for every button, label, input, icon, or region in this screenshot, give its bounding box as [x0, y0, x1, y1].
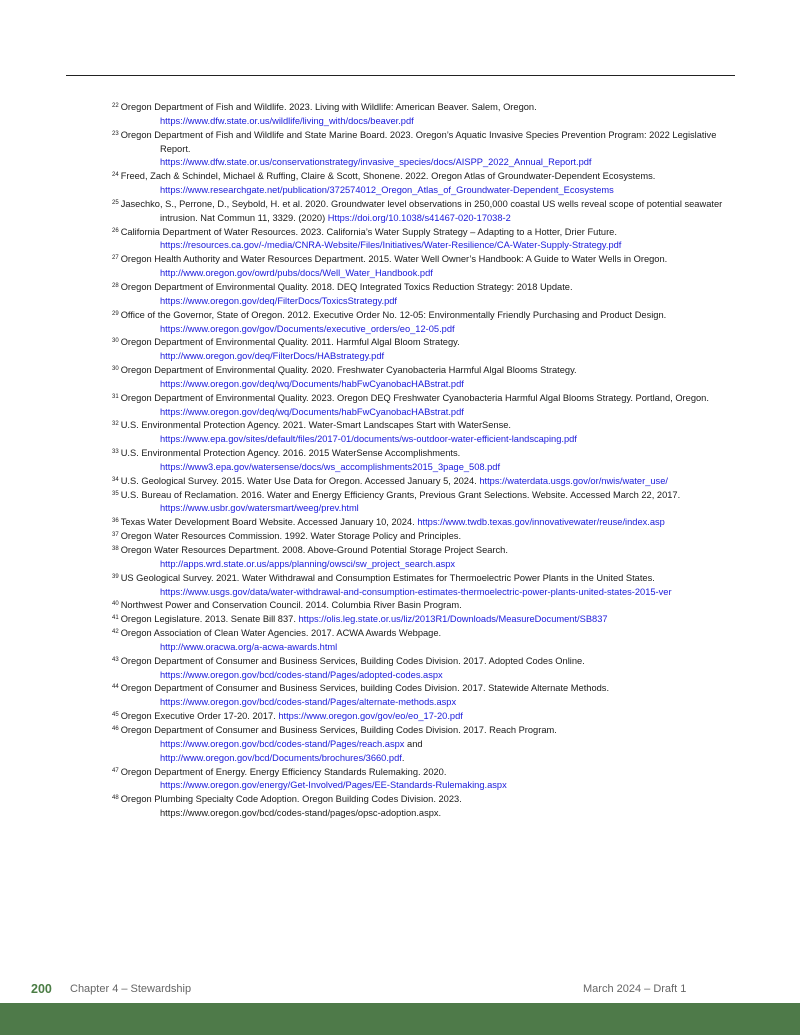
- endnote-number: 42: [112, 629, 119, 636]
- endnote-text: U.S. Geological Survey. 2015. Water Use Data for Oregon. Accessed January 5, 2024.: [120, 475, 477, 486]
- endnote-number: 47: [112, 767, 119, 774]
- endnote-number: 38: [112, 546, 119, 552]
- endnote-47: [112, 766, 737, 794]
- endnote-link[interactable]: https://waterdata.usgs.gov/or/nwis/water_use/: [479, 475, 668, 486]
- endnote-link[interactable]: https://www.oregon.gov/bcd/codes-stand/Pages/alternate-methods.aspx: [160, 697, 457, 708]
- endnotes-list: [112, 101, 737, 821]
- endnote-number: 27: [112, 255, 119, 262]
- endnote-number: 35: [112, 490, 119, 497]
- endnote-text: Oregon Department of Environmental Quality. 2023. Oregon DEQ Freshwater Cyanobacteria Harmful Algal Blooms Strategy. Portland, Oregon.: [120, 392, 709, 403]
- endnote-text: U.S. Environmental Protection Agency. 2016. 2015 WaterSense Accomplishments.: [120, 448, 461, 459]
- endnote-number: 37: [112, 532, 119, 539]
- endnote-41: [112, 613, 737, 627]
- endnote-number: 46: [112, 725, 119, 732]
- endnote-link[interactable]: https://www.oregon.gov/energy/Get-Involved/Pages/EE-Standards-Rulemaking.aspx: [160, 780, 507, 791]
- endnote-suffix: and: [404, 738, 423, 749]
- endnote-25: [112, 198, 737, 226]
- endnote-text: Oregon Department of Environmental Quality. 2018. DEQ Integrated Toxics Reduction Strategy: 2018 Update.: [120, 281, 573, 292]
- endnote-text: Oregon Executive Order 17-20. 2017.: [120, 711, 276, 722]
- endnote-link[interactable]: https://www.dfw.state.or.us/conservationstrategy/invasive_species/docs/AISPP_2022_Annual_Report.pdf: [160, 157, 592, 168]
- endnote-text: Oregon Department of Fish and Wildlife and State Marine Board. 2023. Oregon’s Aquatic Invasive Species Prevention Program: 2022 Legislative Report.: [120, 129, 717, 154]
- endnote-number: 30: [112, 338, 119, 345]
- endnote-number: 36: [112, 518, 119, 525]
- endnote-link[interactable]: http://www.oregon.gov/deq/FilterDocs/HABstrategy.pdf: [160, 351, 385, 362]
- endnote-link[interactable]: https://resources.ca.gov/-/media/CNRA-Website/Files/Initiatives/Water-Resilience/CA-Water-Supply-Strategy.pdf: [160, 240, 622, 251]
- endnote-number: 29: [112, 310, 119, 317]
- endnote-suffix-secondary: .: [401, 752, 405, 763]
- endnote-link[interactable]: Https://doi.org/10.1038/s41467-020-17038-2: [327, 212, 511, 223]
- endnote-30: [112, 364, 737, 392]
- endnote-number: 24: [112, 172, 119, 179]
- page-number: 200: [31, 982, 52, 996]
- endnote-plain-url: https://www.oregon.gov/bcd/codes-stand/pages/opsc-adoption.aspx.: [160, 808, 442, 819]
- endnote-33: [112, 447, 737, 475]
- endnote-42: [112, 627, 737, 655]
- endnote-link[interactable]: https://www.usbr.gov/watersmart/weeg/prev.html: [160, 503, 359, 514]
- endnote-number: 44: [112, 684, 119, 691]
- endnote-text: Oregon Water Resources Commission. 1992. Water Storage Policy and Principles.: [120, 531, 462, 542]
- endnote-text: Oregon Department of Consumer and Business Services, building Codes Division. 2017. Statewide Alternate Methods.: [120, 683, 610, 694]
- endnote-link[interactable]: https://www.oregon.gov/deq/wq/Documents/habFwCyanobacHABstrat.pdf: [160, 406, 464, 417]
- endnote-text: Oregon Department of Environmental Quality. 2011. Harmful Algal Bloom Strategy.: [120, 337, 460, 348]
- endnote-23: [112, 129, 737, 171]
- endnote-number: 31: [112, 393, 119, 400]
- endnote-link[interactable]: https://www.researchgate.net/publication/372574012_Oregon_Atlas_of_Groundwater-Dependent_Ecosystems: [160, 185, 614, 196]
- endnote-number: 48: [112, 795, 119, 802]
- endnote-text: U.S. Bureau of Reclamation. 2016. Water and Energy Efficiency Grants, Previous Grant Selections. Website. Accessed March 22, 2017.: [120, 489, 681, 500]
- endnote-text: Oregon Health Authority and Water Resources Department. 2015. Water Well Owner’s Handbook: A Guide to Water Wells in Oregon.: [120, 254, 668, 265]
- endnote-text: Jasechko, S., Perrone, D., Seybold, H. et al. 2020. Groundwater level observations in 250,000 coastal US wells reveal scope of potential seawater intrusion. Nat Commun 11, 3329. (2020): [120, 198, 723, 223]
- endnote-link[interactable]: https://www.twdb.texas.gov/innovativewater/reuse/index.asp: [417, 517, 665, 528]
- endnote-46: [112, 724, 737, 766]
- endnote-number: 22: [112, 103, 119, 109]
- endnote-link[interactable]: http://www.oregon.gov/owrd/pubs/docs/Well_Water_Handbook.pdf: [160, 268, 433, 279]
- header-rule: [66, 75, 735, 76]
- endnote-number: 25: [112, 199, 119, 206]
- endnote-26: [112, 226, 737, 254]
- endnote-link[interactable]: https://www.oregon.gov/bcd/codes-stand/Pages/reach.aspx: [160, 738, 405, 749]
- chapter-title: Chapter 4 – Stewardship: [70, 983, 192, 995]
- endnote-link[interactable]: https://www.oregon.gov/deq/FilterDocs/ToxicsStrategy.pdf: [160, 295, 398, 306]
- endnote-text: Oregon Department of Energy. Energy Efficiency Standards Rulemaking. 2020.: [120, 766, 447, 777]
- endnote-number: 26: [112, 227, 119, 234]
- endnote-link[interactable]: https://www.oregon.gov/bcd/codes-stand/Pages/adopted-codes.aspx: [160, 669, 443, 680]
- endnote-text: Oregon Department of Fish and Wildlife. 2023. Living with Wildlife: American Beaver. Salem, Oregon.: [120, 102, 537, 112]
- page-footer: [0, 982, 800, 1000]
- endnote-number: 40: [112, 601, 119, 608]
- endnote-text: Oregon Water Resources Department. 2008. Above-Ground Potential Storage Project Search.: [120, 545, 508, 555]
- endnote-link[interactable]: https://olis.leg.state.or.us/liz/2013R1/Downloads/MeasureDocument/SB837: [298, 614, 608, 625]
- endnote-text: Oregon Plumbing Specialty Code Adoption. Oregon Building Codes Division. 2023.: [120, 794, 462, 805]
- endnote-40: [112, 599, 737, 613]
- endnote-36: [112, 516, 737, 530]
- endnote-link[interactable]: http://www.oracwa.org/a-acwa-awards.html: [160, 641, 338, 652]
- endnote-text: Oregon Legislature. 2013. Senate Bill 837.: [120, 614, 296, 625]
- endnote-link[interactable]: https://www.oregon.gov/deq/wq/Documents/habFwCyanobacHABstrat.pdf: [160, 378, 464, 389]
- endnote-link[interactable]: http://apps.wrd.state.or.us/apps/planning/owsci/sw_project_search.aspx: [160, 558, 456, 569]
- endnote-37: [112, 530, 737, 544]
- endnote-29: [112, 309, 737, 337]
- endnote-number: 45: [112, 712, 119, 719]
- endnote-number: 30: [112, 366, 119, 373]
- endnote-text: Texas Water Development Board Website. Accessed January 10, 2024.: [120, 517, 415, 528]
- endnote-link[interactable]: https://www3.epa.gov/watersense/docs/ws_accomplishments2015_3page_508.pdf: [160, 461, 501, 472]
- endnote-link[interactable]: https://www.dfw.state.or.us/wildlife/living_with/docs/beaver.pdf: [160, 115, 414, 126]
- draft-date: March 2024 – Draft 1: [583, 983, 687, 995]
- endnote-text: California Department of Water Resources. 2023. California’s Water Supply Strategy – Adapting to a Hotter, Drier Future.: [120, 226, 617, 237]
- endnote-number: 41: [112, 615, 119, 622]
- endnote-48: [112, 793, 737, 821]
- endnote-27: [112, 253, 737, 281]
- endnote-43: [112, 655, 737, 683]
- endnote-28: [112, 281, 737, 309]
- endnote-number: 39: [112, 573, 119, 580]
- endnote-link[interactable]: https://www.oregon.gov/gov/Documents/executive_orders/eo_12-05.pdf: [160, 323, 455, 334]
- endnote-45: [112, 710, 737, 724]
- endnote-30: [112, 336, 737, 364]
- endnote-22: [112, 101, 737, 129]
- endnote-number: 34: [112, 476, 119, 483]
- endnote-38: [112, 544, 737, 572]
- endnote-text: Oregon Department of Consumer and Business Services, Building Codes Division. 2017. Adopted Codes Online.: [120, 655, 585, 666]
- endnote-text: Freed, Zach & Schindel, Michael & Ruffing, Claire & Scott, Shonene. 2022. Oregon Atlas of Groundwater-Dependent Ecosystems.: [120, 171, 656, 182]
- endnote-number: 32: [112, 421, 119, 428]
- endnote-text: Oregon Department of Consumer and Business Services, Building Codes Division. 2017. Reach Program.: [120, 724, 557, 735]
- endnote-text: Northwest Power and Conservation Council. 2014. Columbia River Basin Program.: [120, 600, 462, 611]
- endnote-number: 28: [112, 282, 119, 289]
- endnote-text: Oregon Department of Environmental Quality. 2020. Freshwater Cyanobacteria Harmful Algal Blooms Strategy.: [120, 365, 577, 376]
- endnote-34: [112, 475, 737, 489]
- endnote-text: Oregon Association of Clean Water Agencies. 2017. ACWA Awards Webpage.: [120, 628, 442, 639]
- endnote-text: US Geological Survey. 2021. Water Withdrawal and Consumption Estimates for Thermoelectric Power Plants in the United States.: [120, 572, 655, 583]
- endnote-number: 33: [112, 449, 119, 456]
- endnote-35: [112, 489, 737, 517]
- endnote-24: [112, 170, 737, 198]
- endnote-number: 43: [112, 656, 119, 663]
- endnote-text: U.S. Environmental Protection Agency. 2021. Water-Smart Landscapes Start with WaterSense.: [120, 420, 511, 431]
- endnote-link[interactable]: https://www.usgs.gov/data/water-withdrawal-and-consumption-estimates-thermoelectric-power-plants-united-states-2015-ver: [160, 586, 672, 597]
- endnote-link[interactable]: https://www.oregon.gov/gov/eo/eo_17-20.pdf: [278, 711, 463, 722]
- endnote-link[interactable]: https://www.epa.gov/sites/default/files/2017-01/documents/ws-outdoor-water-efficient-landscaping.pdf: [160, 434, 577, 445]
- endnote-number: 23: [112, 130, 119, 137]
- endnote-text: Office of the Governor, State of Oregon. 2012. Executive Order No. 12-05: Environmentally Friendly Purchasing and Product Design.: [120, 309, 667, 320]
- footer-bar: [0, 1003, 800, 1035]
- endnote-link-secondary[interactable]: http://www.oregon.gov/bcd/Documents/brochures/3660.pdf: [160, 752, 402, 763]
- endnote-32: [112, 419, 737, 447]
- endnote-39: [112, 572, 737, 600]
- endnote-31: [112, 392, 737, 420]
- endnote-44: [112, 682, 737, 710]
